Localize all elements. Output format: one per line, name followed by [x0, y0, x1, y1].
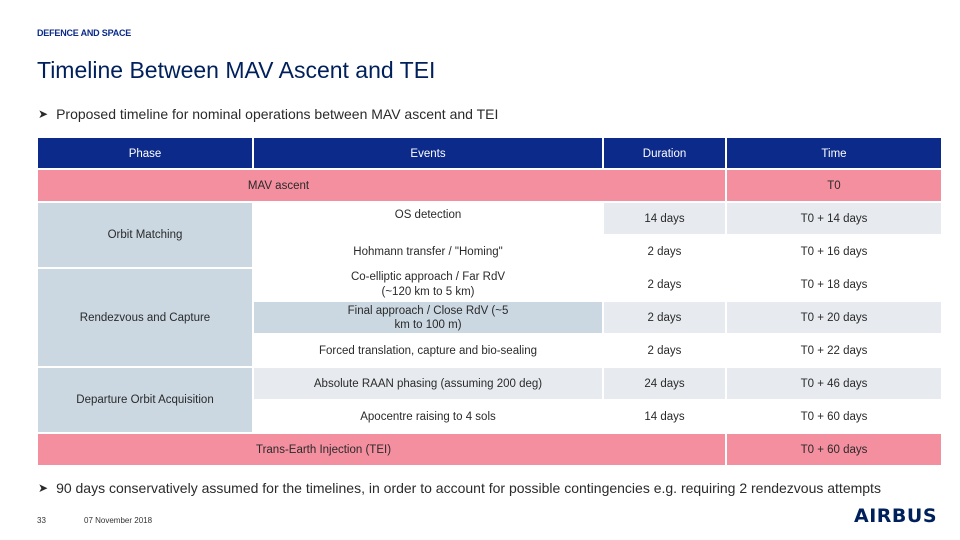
arrow-bullet-icon: ➤ — [38, 107, 49, 121]
phase-orbit-matching: Orbit Matching — [38, 203, 252, 267]
header-phase: Phase — [38, 138, 252, 168]
footer-bullet-text: 90 days conservatively assumed for the timelines, in order to account for possible contingencies e.g. requiring 2 rendezvous attempts — [56, 480, 881, 496]
time-cell: T0 + 46 days — [727, 368, 941, 399]
table-row — [38, 269, 941, 300]
tei-time: T0 + 60 days — [727, 434, 941, 465]
table-row-tei — [38, 434, 941, 465]
intro-bullet — [38, 106, 498, 122]
brand-header: DEFENCE AND SPACE — [37, 28, 132, 38]
airbus-logo: AIRBUS — [854, 505, 937, 527]
event-cell: Forced translation, capture and bio-sealing — [254, 335, 602, 366]
event-cell: Absolute RAAN phasing (assuming 200 deg) — [254, 368, 602, 399]
duration-cell: 2 days — [604, 335, 725, 366]
time-cell: T0 + 60 days — [727, 401, 941, 432]
duration-cell: 2 days — [604, 236, 725, 267]
event-cell-text: Final approach / Close RdV (~5 km to 100 m) — [347, 304, 509, 331]
duration-cell: 2 days — [604, 302, 725, 333]
event-cell — [254, 302, 602, 333]
footer-bullet — [38, 480, 881, 496]
table-row — [38, 368, 941, 399]
event-cell — [254, 269, 602, 300]
header-time: Time — [727, 138, 941, 168]
time-cell: T0 + 20 days — [727, 302, 941, 333]
mav-ascent-time: T0 — [727, 170, 941, 201]
duration-cell: 24 days — [604, 368, 725, 399]
phase-rendezvous: Rendezvous and Capture — [38, 269, 252, 366]
page-number: 33 — [37, 516, 46, 525]
table-header-row — [38, 138, 941, 168]
time-cell: T0 + 14 days — [727, 203, 941, 234]
event-cell-text: Co-elliptic approach / Far RdV (~120 km to 5 km) — [350, 270, 506, 298]
intro-bullet-text: Proposed timeline for nominal operations between MAV ascent and TEI — [56, 106, 499, 122]
event-cell: Apocentre raising to 4 sols — [254, 401, 602, 432]
event-cell: OS detection — [254, 203, 602, 234]
time-cell: T0 + 22 days — [727, 335, 941, 366]
header-events: Events — [254, 138, 602, 168]
duration-cell: 14 days — [604, 401, 725, 432]
mav-ascent-event: MAV ascent — [38, 170, 725, 201]
timeline-table — [36, 136, 943, 467]
table-row-mav-ascent — [38, 170, 941, 201]
time-cell: T0 + 18 days — [727, 269, 941, 300]
tei-event: Trans-Earth Injection (TEI) — [38, 434, 725, 465]
duration-cell: 14 days — [604, 203, 725, 234]
header-duration: Duration — [604, 138, 725, 168]
time-cell: T0 + 16 days — [727, 236, 941, 267]
slide-title: Timeline Between MAV Ascent and TEI — [37, 57, 436, 83]
footer-date: 07 November 2018 — [84, 516, 153, 525]
event-cell: Hohmann transfer / "Homing" — [254, 236, 602, 267]
phase-departure: Departure Orbit Acquisition — [38, 368, 252, 432]
arrow-bullet-icon: ➤ — [38, 481, 49, 495]
table-row — [38, 203, 941, 234]
duration-cell: 2 days — [604, 269, 725, 300]
